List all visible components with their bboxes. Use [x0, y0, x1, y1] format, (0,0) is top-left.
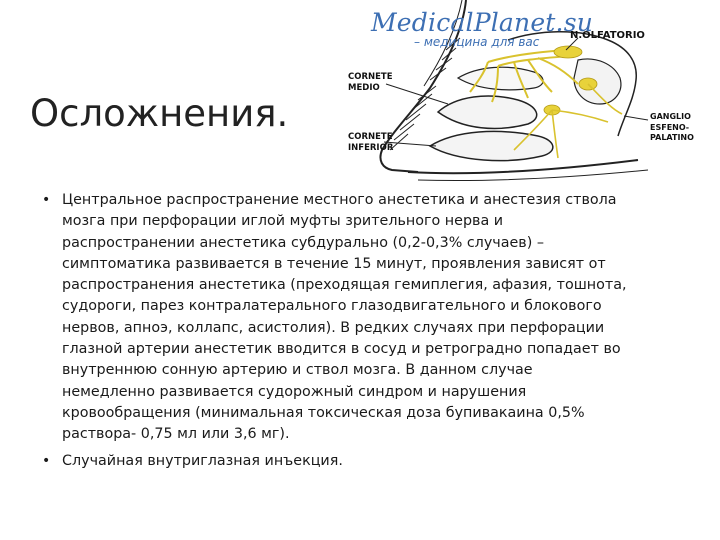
bullet-item: [40, 190, 630, 446]
bullet-text: Случайная внутриглазная инъекция.: [62, 452, 343, 469]
label-line: INFERIOR: [348, 142, 394, 153]
bullet-marker: •: [42, 452, 51, 469]
label-line: GANGLIO: [650, 112, 691, 121]
label-line: CORNETE: [348, 132, 393, 142]
bullet-marker: •: [42, 192, 51, 208]
bullet-item: [40, 451, 630, 472]
bullet-text: Центральное распространение местного анестетика и анестезия ствола мозга при перфорации иглой муфты зрительного нерва и распространении анестетика субдурально (0,2-0,3% случаев) – симптоматика развивается в течение 15 минут, проявления зависят от распространения анестетика (преходящая гемиплегия, афазия, тошнота, судороги, парез контралатерального глазодвигательного и блокового нервов, апноэ, коллапс, асистолия). В редких случаях при перфорации глазной артерии анестетик вводится в сосуд и ретроградно попадает во внутреннюю сонную артерию и ствол мозга. В данном случае немедленно развивается судорожный синдром и нарушения кровообращения (минимальная токсическая доза бупивакаина 0,5% раствора- 0,75 мл или 3,6 мг).: [62, 192, 627, 443]
label-cornete-inferior: [348, 132, 393, 153]
label-line: MEDIO: [348, 82, 380, 93]
label-ganglio: [650, 112, 694, 144]
nasal-anatomy-figure: [338, 0, 694, 182]
label-cornete-medio: [348, 72, 393, 93]
watermark-text: MedicalPlanet.su: [371, 8, 594, 37]
watermark-tagline: – медицина для вас: [414, 35, 540, 49]
bullet-list: [40, 190, 630, 477]
label-line: ESFENO-: [650, 122, 690, 132]
label-line: CORNETE: [348, 72, 393, 82]
label-olfatorio: N.OLFATORIO: [570, 30, 645, 41]
slide-title: Осложнения.: [30, 92, 289, 135]
label-line: PALATINO: [650, 133, 694, 142]
